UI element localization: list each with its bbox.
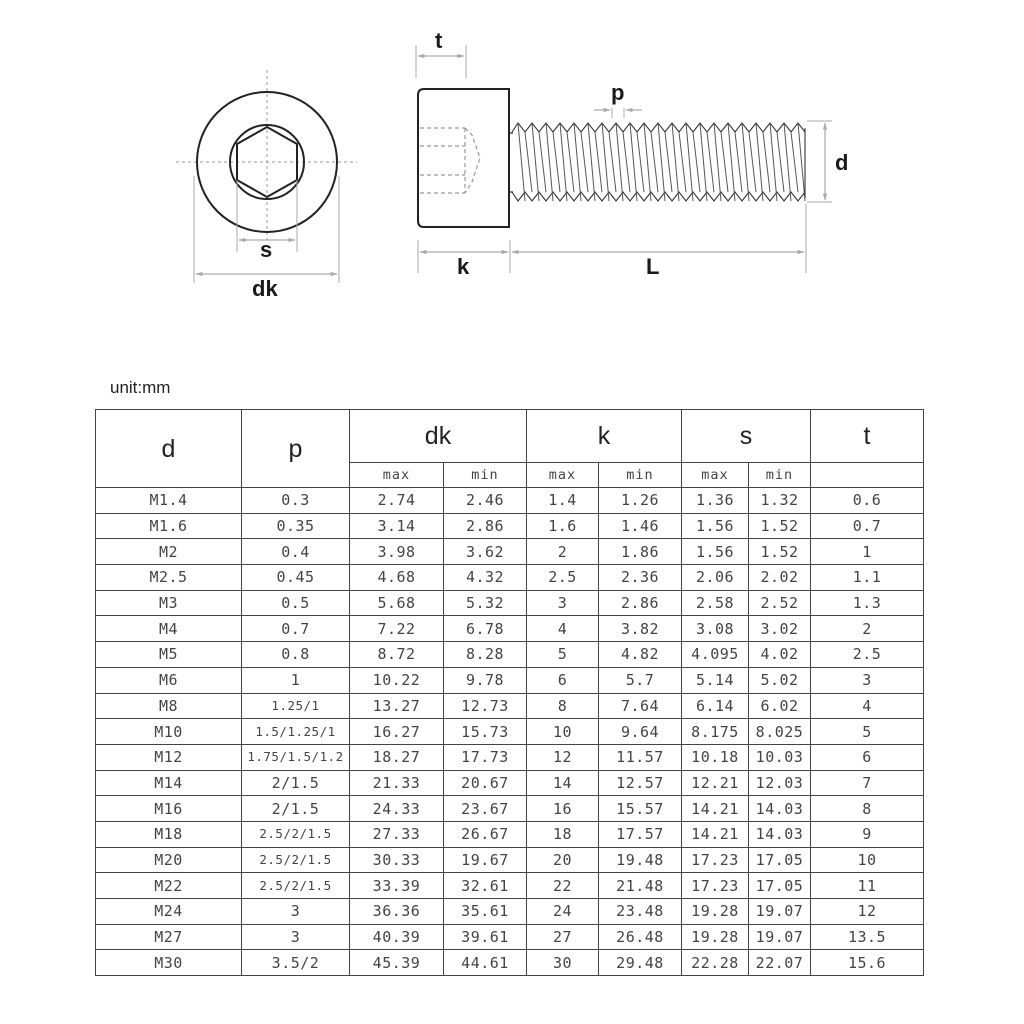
cell-dk-max: 40.39 xyxy=(350,924,444,950)
cell-s-max: 2.06 xyxy=(682,565,749,591)
cell-p: 1.5/1.25/1 xyxy=(242,719,350,745)
cell-t: 0.6 xyxy=(811,488,924,514)
cell-d: M30 xyxy=(96,950,242,976)
cell-d: M2 xyxy=(96,539,242,565)
L-dimension-label: L xyxy=(646,254,660,279)
cell-dk-min: 8.28 xyxy=(444,642,527,668)
cell-s-min: 8.025 xyxy=(749,719,811,745)
cell-dk-min: 44.61 xyxy=(444,950,527,976)
cell-s-max: 2.58 xyxy=(682,590,749,616)
cell-s-max: 19.28 xyxy=(682,924,749,950)
cell-p: 0.3 xyxy=(242,488,350,514)
cell-s-min: 19.07 xyxy=(749,924,811,950)
subheader-k-min: min xyxy=(599,463,682,488)
cell-d: M10 xyxy=(96,719,242,745)
cell-k-max: 16 xyxy=(527,796,599,822)
cell-s-min: 4.02 xyxy=(749,642,811,668)
cell-s-min: 5.02 xyxy=(749,667,811,693)
cell-t: 5 xyxy=(811,719,924,745)
cell-k-max: 22 xyxy=(527,873,599,899)
subheader-t-empty xyxy=(811,463,924,488)
cell-k-min: 12.57 xyxy=(599,770,682,796)
cell-k-min: 1.86 xyxy=(599,539,682,565)
cell-t: 10 xyxy=(811,847,924,873)
cell-dk-max: 16.27 xyxy=(350,719,444,745)
cell-k-max: 27 xyxy=(527,924,599,950)
cell-s-max: 14.21 xyxy=(682,821,749,847)
subheader-s-max: max xyxy=(682,463,749,488)
table-row xyxy=(96,796,924,822)
cell-s-max: 12.21 xyxy=(682,770,749,796)
cell-k-min: 11.57 xyxy=(599,744,682,770)
cell-k-max: 2.5 xyxy=(527,565,599,591)
cell-d: M3 xyxy=(96,590,242,616)
cell-s-min: 10.03 xyxy=(749,744,811,770)
cell-k-min: 5.7 xyxy=(599,667,682,693)
cell-p: 2.5/2/1.5 xyxy=(242,847,350,873)
cell-s-min: 17.05 xyxy=(749,847,811,873)
cell-t: 1.1 xyxy=(811,565,924,591)
subheader-k-max: max xyxy=(527,463,599,488)
header-p: p xyxy=(242,410,350,488)
cell-s-max: 4.095 xyxy=(682,642,749,668)
cell-k-max: 18 xyxy=(527,821,599,847)
thread-pattern xyxy=(512,123,805,201)
unit-label: unit:mm xyxy=(110,378,171,397)
cell-dk-min: 35.61 xyxy=(444,899,527,925)
table-row xyxy=(96,693,924,719)
cell-k-max: 1.6 xyxy=(527,513,599,539)
cell-dk-max: 36.36 xyxy=(350,899,444,925)
cell-s-min: 12.03 xyxy=(749,770,811,796)
cell-t: 9 xyxy=(811,821,924,847)
cell-k-max: 12 xyxy=(527,744,599,770)
cell-d: M22 xyxy=(96,873,242,899)
cell-t: 7 xyxy=(811,770,924,796)
cell-t: 8 xyxy=(811,796,924,822)
cell-d: M16 xyxy=(96,796,242,822)
cell-k-max: 1.4 xyxy=(527,488,599,514)
cell-dk-min: 39.61 xyxy=(444,924,527,950)
table-row xyxy=(96,950,924,976)
cell-d: M8 xyxy=(96,693,242,719)
header-k: k xyxy=(527,410,682,463)
dk-dimension-label: dk xyxy=(252,276,278,301)
cell-t: 4 xyxy=(811,693,924,719)
cell-s-max: 1.36 xyxy=(682,488,749,514)
cell-s-max: 8.175 xyxy=(682,719,749,745)
header-d: d xyxy=(96,410,242,488)
cell-t: 12 xyxy=(811,899,924,925)
subheader-dk-max: max xyxy=(350,463,444,488)
cell-dk-min: 20.67 xyxy=(444,770,527,796)
cell-s-min: 22.07 xyxy=(749,950,811,976)
cell-p: 0.45 xyxy=(242,565,350,591)
table-row xyxy=(96,770,924,796)
cell-dk-max: 21.33 xyxy=(350,770,444,796)
screw-technical-drawing xyxy=(0,0,1024,330)
cell-p: 3 xyxy=(242,924,350,950)
cell-t: 1 xyxy=(811,539,924,565)
header-s: s xyxy=(682,410,811,463)
table-row xyxy=(96,642,924,668)
table-row xyxy=(96,821,924,847)
cell-s-max: 22.28 xyxy=(682,950,749,976)
table-row xyxy=(96,899,924,925)
cell-p: 1.75/1.5/1.2 xyxy=(242,744,350,770)
cell-t: 1.3 xyxy=(811,590,924,616)
cell-s-max: 17.23 xyxy=(682,873,749,899)
cell-d: M2.5 xyxy=(96,565,242,591)
cell-k-max: 8 xyxy=(527,693,599,719)
cell-s-min: 2.02 xyxy=(749,565,811,591)
table-row xyxy=(96,590,924,616)
cell-dk-max: 5.68 xyxy=(350,590,444,616)
cell-p: 2/1.5 xyxy=(242,796,350,822)
cell-dk-max: 7.22 xyxy=(350,616,444,642)
cell-k-min: 17.57 xyxy=(599,821,682,847)
cell-dk-min: 9.78 xyxy=(444,667,527,693)
cell-p: 2.5/2/1.5 xyxy=(242,821,350,847)
cell-dk-min: 3.62 xyxy=(444,539,527,565)
table-row xyxy=(96,616,924,642)
header-dk: dk xyxy=(350,410,527,463)
cell-k-min: 29.48 xyxy=(599,950,682,976)
cell-k-min: 4.82 xyxy=(599,642,682,668)
cell-dk-min: 2.46 xyxy=(444,488,527,514)
cell-d: M1.4 xyxy=(96,488,242,514)
cell-dk-min: 5.32 xyxy=(444,590,527,616)
cell-k-min: 21.48 xyxy=(599,873,682,899)
cell-k-min: 19.48 xyxy=(599,847,682,873)
cell-k-min: 9.64 xyxy=(599,719,682,745)
cell-p: 2.5/2/1.5 xyxy=(242,873,350,899)
cell-s-max: 1.56 xyxy=(682,513,749,539)
cell-s-max: 19.28 xyxy=(682,899,749,925)
cell-p: 3 xyxy=(242,899,350,925)
cell-k-max: 24 xyxy=(527,899,599,925)
cell-dk-min: 6.78 xyxy=(444,616,527,642)
table-row xyxy=(96,744,924,770)
cell-dk-min: 17.73 xyxy=(444,744,527,770)
cell-t: 0.7 xyxy=(811,513,924,539)
cell-p: 1 xyxy=(242,667,350,693)
cell-k-max: 20 xyxy=(527,847,599,873)
cell-p: 2/1.5 xyxy=(242,770,350,796)
screw-side-view xyxy=(416,28,848,279)
cell-dk-max: 3.98 xyxy=(350,539,444,565)
cell-dk-min: 26.67 xyxy=(444,821,527,847)
cell-k-max: 10 xyxy=(527,719,599,745)
cell-t: 13.5 xyxy=(811,924,924,950)
table-body xyxy=(96,488,924,976)
cell-d: M24 xyxy=(96,899,242,925)
cell-s-min: 14.03 xyxy=(749,796,811,822)
cell-k-min: 2.86 xyxy=(599,590,682,616)
cell-k-max: 30 xyxy=(527,950,599,976)
cell-k-max: 4 xyxy=(527,616,599,642)
cell-d: M6 xyxy=(96,667,242,693)
screw-dimension-table xyxy=(95,409,924,976)
cell-dk-max: 2.74 xyxy=(350,488,444,514)
cell-dk-min: 2.86 xyxy=(444,513,527,539)
k-dimension-label: k xyxy=(457,254,470,279)
cell-dk-max: 33.39 xyxy=(350,873,444,899)
cell-dk-max: 18.27 xyxy=(350,744,444,770)
cell-s-max: 3.08 xyxy=(682,616,749,642)
cell-t: 11 xyxy=(811,873,924,899)
cell-k-min: 26.48 xyxy=(599,924,682,950)
cell-k-min: 1.46 xyxy=(599,513,682,539)
cell-dk-max: 10.22 xyxy=(350,667,444,693)
table-row xyxy=(96,924,924,950)
cell-dk-min: 19.67 xyxy=(444,847,527,873)
cell-t: 15.6 xyxy=(811,950,924,976)
cell-dk-max: 8.72 xyxy=(350,642,444,668)
cell-dk-max: 45.39 xyxy=(350,950,444,976)
cell-s-max: 17.23 xyxy=(682,847,749,873)
cell-d: M27 xyxy=(96,924,242,950)
cell-s-max: 14.21 xyxy=(682,796,749,822)
table-row xyxy=(96,667,924,693)
cell-dk-max: 24.33 xyxy=(350,796,444,822)
head-top-view xyxy=(176,70,357,301)
cell-k-max: 14 xyxy=(527,770,599,796)
cell-k-max: 6 xyxy=(527,667,599,693)
s-dimension-label: s xyxy=(260,237,273,262)
cell-s-min: 3.02 xyxy=(749,616,811,642)
table-row xyxy=(96,719,924,745)
cell-dk-min: 23.67 xyxy=(444,796,527,822)
cell-d: M5 xyxy=(96,642,242,668)
cell-p: 0.7 xyxy=(242,616,350,642)
d-dimension-label: d xyxy=(835,150,849,175)
cell-s-min: 1.32 xyxy=(749,488,811,514)
cell-dk-max: 27.33 xyxy=(350,821,444,847)
cell-s-min: 6.02 xyxy=(749,693,811,719)
cell-dk-max: 13.27 xyxy=(350,693,444,719)
cell-s-min: 2.52 xyxy=(749,590,811,616)
cell-k-min: 15.57 xyxy=(599,796,682,822)
cell-k-min: 3.82 xyxy=(599,616,682,642)
cell-p: 3.5/2 xyxy=(242,950,350,976)
cell-t: 2 xyxy=(811,616,924,642)
subheader-s-min: min xyxy=(749,463,811,488)
cell-s-min: 19.07 xyxy=(749,899,811,925)
cell-p: 1.25/1 xyxy=(242,693,350,719)
cell-s-min: 17.05 xyxy=(749,873,811,899)
cell-p: 0.8 xyxy=(242,642,350,668)
cell-s-max: 6.14 xyxy=(682,693,749,719)
cell-dk-min: 32.61 xyxy=(444,873,527,899)
cell-dk-min: 15.73 xyxy=(444,719,527,745)
cell-d: M12 xyxy=(96,744,242,770)
table-row xyxy=(96,539,924,565)
cell-s-max: 10.18 xyxy=(682,744,749,770)
header-t: t xyxy=(811,410,924,463)
table-row xyxy=(96,565,924,591)
cell-d: M1.6 xyxy=(96,513,242,539)
cell-s-min: 1.52 xyxy=(749,539,811,565)
cell-k-max: 3 xyxy=(527,590,599,616)
cell-k-min: 2.36 xyxy=(599,565,682,591)
cell-dk-min: 4.32 xyxy=(444,565,527,591)
cell-t: 2.5 xyxy=(811,642,924,668)
cell-k-max: 5 xyxy=(527,642,599,668)
cell-k-min: 7.64 xyxy=(599,693,682,719)
cell-p: 0.35 xyxy=(242,513,350,539)
table-row xyxy=(96,513,924,539)
cell-p: 0.4 xyxy=(242,539,350,565)
cell-s-min: 14.03 xyxy=(749,821,811,847)
p-dimension-label: p xyxy=(611,80,625,105)
cell-d: M18 xyxy=(96,821,242,847)
cell-dk-min: 12.73 xyxy=(444,693,527,719)
cell-s-max: 1.56 xyxy=(682,539,749,565)
table-row xyxy=(96,847,924,873)
cell-p: 0.5 xyxy=(242,590,350,616)
cell-d: M20 xyxy=(96,847,242,873)
cell-dk-max: 30.33 xyxy=(350,847,444,873)
cell-dk-max: 4.68 xyxy=(350,565,444,591)
cell-d: M14 xyxy=(96,770,242,796)
cell-dk-max: 3.14 xyxy=(350,513,444,539)
cell-s-max: 5.14 xyxy=(682,667,749,693)
cell-d: M4 xyxy=(96,616,242,642)
table-row xyxy=(96,488,924,514)
subheader-dk-min: min xyxy=(444,463,527,488)
table-row xyxy=(96,873,924,899)
t-dimension-label: t xyxy=(435,28,443,53)
cell-k-max: 2 xyxy=(527,539,599,565)
cell-t: 6 xyxy=(811,744,924,770)
cell-s-min: 1.52 xyxy=(749,513,811,539)
cell-k-min: 23.48 xyxy=(599,899,682,925)
cell-t: 3 xyxy=(811,667,924,693)
cell-k-min: 1.26 xyxy=(599,488,682,514)
